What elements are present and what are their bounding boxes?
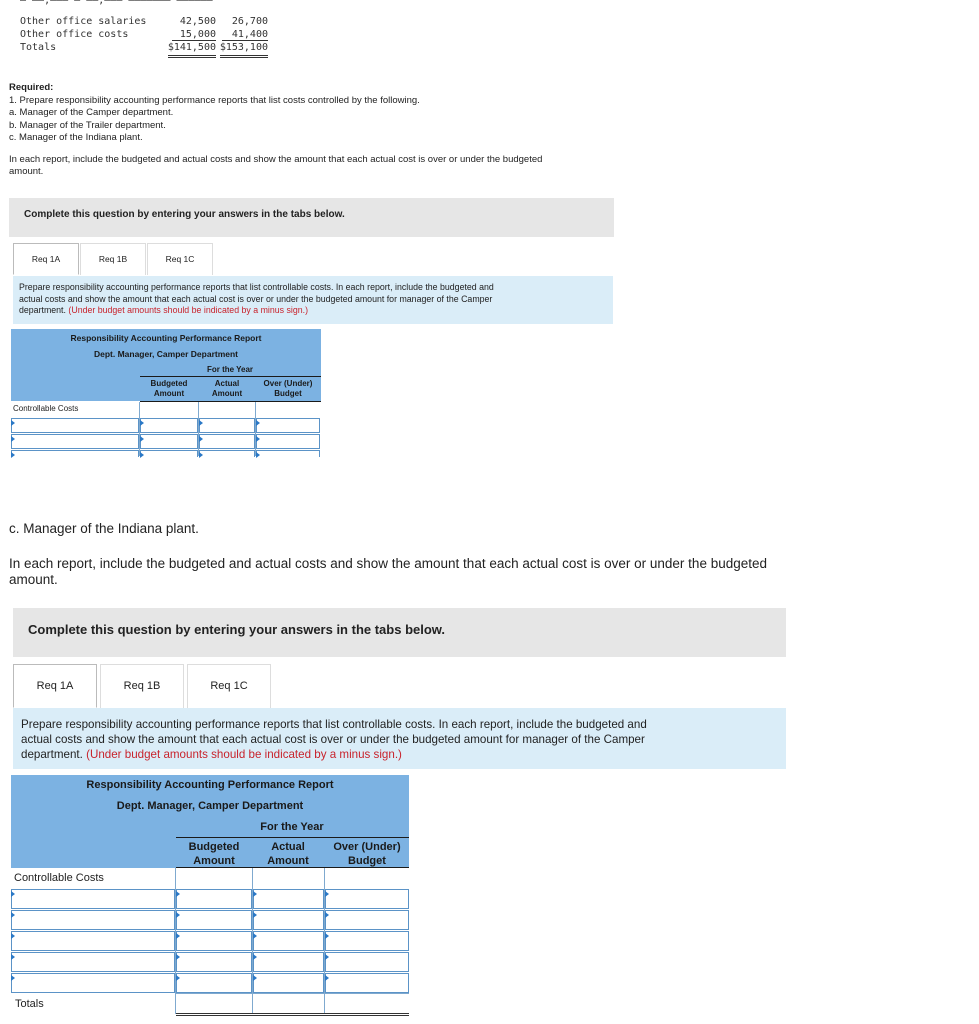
instruction-text: department. bbox=[21, 748, 83, 761]
tab-req-1c[interactable]: Req 1C bbox=[187, 664, 271, 708]
col-budgeted-line: Budgeted bbox=[188, 841, 240, 853]
instruction-text: Prepare responsibility accounting performance reports that list controllable costs. In each report, include the budgeted and bbox=[21, 718, 647, 731]
col-budgeted-line: Budgeted bbox=[150, 379, 188, 388]
instruction-text: department. bbox=[19, 305, 66, 315]
actual-amount-input[interactable] bbox=[199, 418, 255, 433]
cost-name-input[interactable] bbox=[11, 910, 175, 930]
col-budgeted bbox=[176, 840, 252, 868]
budgeted-amount-input[interactable] bbox=[176, 910, 252, 930]
actual-amount-input[interactable] bbox=[199, 434, 255, 449]
tab-req-1a[interactable]: Req 1A bbox=[13, 664, 97, 708]
budget-value: 42,500 bbox=[179, 16, 216, 27]
over-under-input[interactable] bbox=[325, 910, 409, 930]
instruction-box bbox=[13, 708, 786, 769]
cropped-row-text: — ——,——— — ——,——— ——————— —————— bbox=[20, 0, 213, 6]
period-label: For the Year bbox=[260, 821, 324, 833]
column-header-underline bbox=[176, 867, 409, 868]
report-subtitle: Dept. Manager, Camper Department bbox=[116, 800, 304, 812]
col-over-under-line: Budget bbox=[348, 855, 386, 867]
cost-name-input[interactable] bbox=[11, 418, 139, 433]
budget-total: $141,500 bbox=[167, 42, 216, 53]
report-note: In each report, include the budgeted and actual costs and show the amount that each actual cost is over or under the budgeted bbox=[9, 153, 543, 165]
col-over-under bbox=[256, 379, 320, 399]
col-actual-line: Amount bbox=[211, 389, 243, 398]
row-label: Other office costs bbox=[20, 29, 129, 40]
budgeted-amount-input[interactable] bbox=[140, 418, 198, 433]
report-title: Responsibility Accounting Performance Report bbox=[86, 779, 334, 791]
report-note: amount. bbox=[9, 572, 58, 587]
banner-text: Complete this question by entering your answers in the tabs below. bbox=[28, 622, 446, 637]
report-note: amount. bbox=[9, 166, 44, 177]
actual-amount-input[interactable] bbox=[253, 973, 324, 993]
col-actual-line: Actual bbox=[214, 379, 240, 388]
actual-amount-input[interactable] bbox=[199, 450, 255, 457]
item-c-text: c. Manager of the Indiana plant. bbox=[9, 521, 199, 536]
tab-req-1b[interactable]: Req 1B bbox=[80, 243, 146, 275]
cost-name-input[interactable] bbox=[11, 952, 175, 972]
minus-sign-note: (Under budget amounts should be indicated by a minus sign.) bbox=[86, 748, 402, 761]
tab-req-1b[interactable]: Req 1B bbox=[100, 664, 184, 708]
period-underline bbox=[176, 837, 409, 838]
budgeted-amount-input[interactable] bbox=[176, 931, 252, 951]
sum-line bbox=[172, 40, 216, 41]
over-under-input[interactable] bbox=[325, 973, 409, 993]
cost-name-input[interactable] bbox=[11, 434, 139, 449]
cost-name-input[interactable] bbox=[11, 450, 139, 457]
report-subtitle: Dept. Manager, Camper Department bbox=[93, 349, 239, 359]
col-actual-line: Actual bbox=[271, 841, 305, 853]
actual-amount-input[interactable] bbox=[253, 910, 324, 930]
double-underline bbox=[220, 55, 268, 58]
totals-double-underline bbox=[176, 1013, 409, 1016]
instruction-text: actual costs and show the amount that each actual cost is over or under the budgeted amount for manager of the Camper bbox=[21, 733, 645, 746]
cost-name-input[interactable] bbox=[11, 973, 175, 993]
col-over-under bbox=[325, 840, 409, 868]
budget-value: 15,000 bbox=[179, 29, 216, 40]
over-under-input[interactable] bbox=[325, 931, 409, 951]
actual-amount-input[interactable] bbox=[253, 889, 324, 909]
over-under-input[interactable] bbox=[256, 450, 320, 457]
col-budgeted-line: Amount bbox=[153, 389, 185, 398]
cost-name-input[interactable] bbox=[11, 931, 175, 951]
col-over-under-line: Budget bbox=[274, 389, 302, 398]
minus-sign-note: (Under budget amounts should be indicated by a minus sign.) bbox=[68, 305, 309, 315]
question-banner bbox=[9, 198, 614, 237]
col-budgeted-line: Amount bbox=[193, 855, 235, 867]
over-under-input[interactable] bbox=[325, 889, 409, 909]
double-underline bbox=[168, 55, 216, 58]
col-over-under-line: Over (Under) bbox=[333, 841, 401, 853]
actual-amount-input[interactable] bbox=[253, 952, 324, 972]
required-item: 1. Prepare responsibility accounting performance reports that list costs controlled by the following. bbox=[9, 94, 420, 106]
required-item: a. Manager of the Camper department. bbox=[9, 107, 174, 118]
col-budgeted bbox=[140, 379, 198, 399]
required-title: Required: bbox=[9, 82, 54, 93]
question-banner bbox=[13, 608, 786, 657]
budgeted-amount-input[interactable] bbox=[140, 450, 198, 457]
required-section bbox=[9, 82, 709, 179]
budgeted-amount-input[interactable] bbox=[176, 952, 252, 972]
report-note: In each report, include the budgeted and actual costs and show the amount that each actual cost is over or under the budgeted bbox=[9, 556, 768, 571]
column-header-underline bbox=[140, 401, 321, 402]
budgeted-amount-input[interactable] bbox=[140, 434, 198, 449]
period-underline bbox=[140, 376, 321, 377]
actual-total-cell[interactable] bbox=[253, 993, 324, 1013]
large-report-note bbox=[9, 556, 909, 588]
over-under-input[interactable] bbox=[256, 434, 320, 449]
controllable-costs-label: Controllable Costs bbox=[14, 872, 104, 884]
actual-total: $153,100 bbox=[219, 42, 268, 53]
row-label: Other office salaries bbox=[20, 16, 147, 27]
report-title: Responsibility Accounting Performance Report bbox=[70, 333, 262, 343]
instruction-text: actual costs and show the amount that each actual cost is over or under the budgeted amount for manager of the Camper bbox=[19, 293, 493, 304]
totals-label: Totals bbox=[15, 998, 44, 1010]
over-under-total-cell[interactable] bbox=[325, 993, 409, 1013]
budgeted-total-cell[interactable] bbox=[176, 993, 252, 1013]
actual-value: 41,400 bbox=[231, 29, 268, 40]
cost-name-input[interactable] bbox=[11, 889, 175, 909]
budgeted-amount-input[interactable] bbox=[176, 973, 252, 993]
instruction-box bbox=[13, 276, 613, 324]
col-actual bbox=[199, 379, 255, 399]
required-item: b. Manager of the Trailer department. bbox=[9, 119, 166, 131]
instruction-text: Prepare responsibility accounting performance reports that list controllable costs. In each report, include the budgeted and bbox=[19, 282, 494, 292]
col-actual-line: Amount bbox=[267, 855, 309, 867]
controllable-costs-label: Controllable Costs bbox=[13, 404, 79, 413]
sum-line bbox=[222, 40, 268, 41]
tab-req-1a[interactable]: Req 1A bbox=[13, 243, 79, 275]
tab-req-1c[interactable]: Req 1C bbox=[147, 243, 213, 275]
row-label: Totals bbox=[20, 42, 57, 53]
actual-value: 26,700 bbox=[231, 16, 268, 27]
banner-text: Complete this question by entering your answers in the tabs below. bbox=[24, 209, 345, 220]
budgeted-amount-input[interactable] bbox=[176, 889, 252, 909]
required-item: c. Manager of the Indiana plant. bbox=[9, 132, 143, 143]
period-label: For the Year bbox=[206, 365, 254, 374]
actual-amount-input[interactable] bbox=[253, 931, 324, 951]
over-under-input[interactable] bbox=[325, 952, 409, 972]
col-over-under-line: Over (Under) bbox=[263, 379, 313, 388]
col-actual bbox=[252, 840, 324, 868]
cropped-row bbox=[0, 0, 280, 9]
over-under-input[interactable] bbox=[256, 418, 320, 433]
